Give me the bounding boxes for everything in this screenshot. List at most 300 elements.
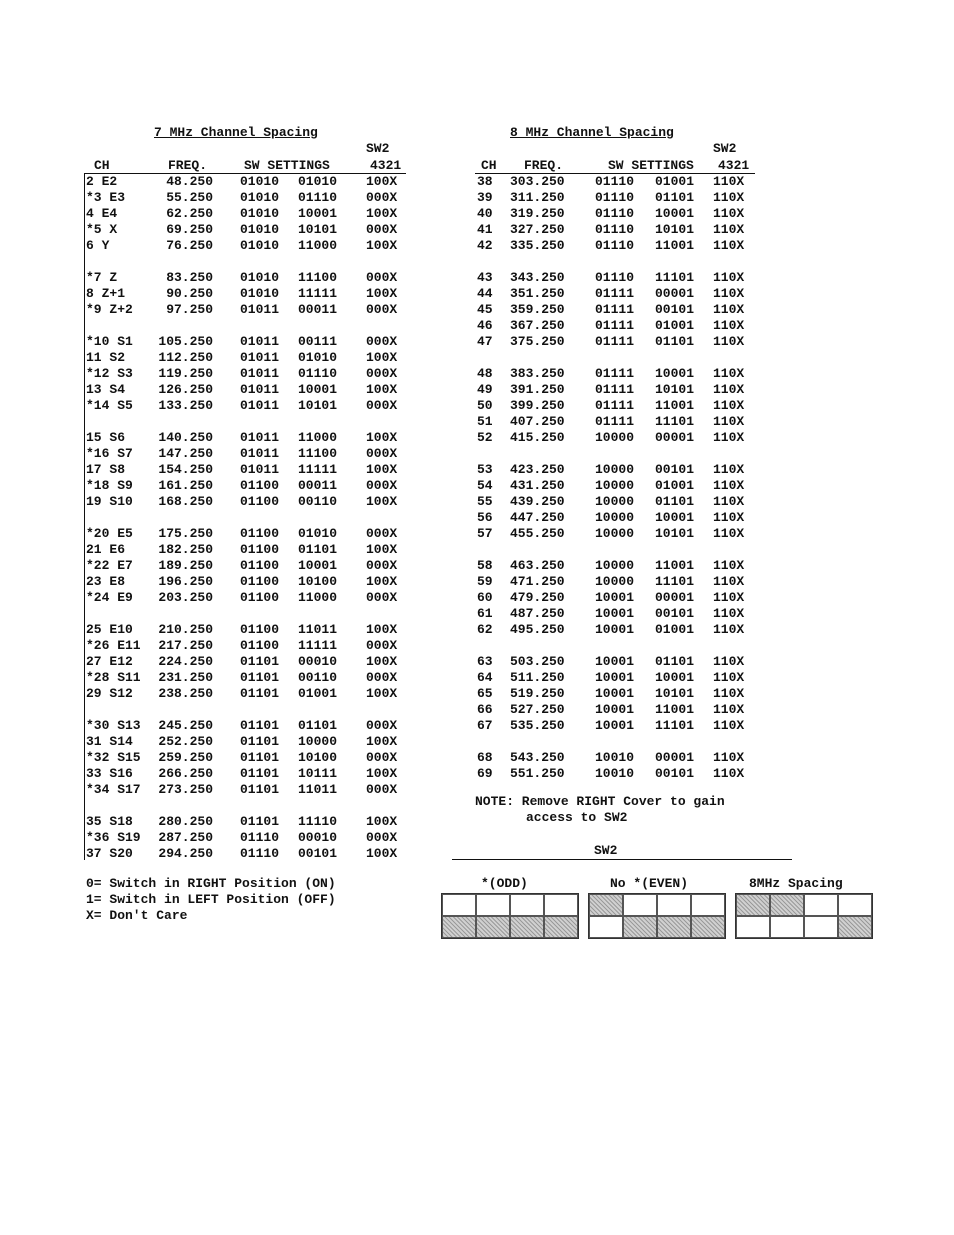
cell-sw-a: 01101 [240, 670, 280, 685]
cell-ch: *24 E9 [86, 590, 133, 605]
legend-one: 1= Switch in LEFT Position (OFF) [86, 892, 336, 907]
cell-ch: 15 S6 [86, 430, 126, 445]
cell-freq: 375.250 [510, 334, 565, 349]
cell-sw-a: 01111 [595, 286, 635, 301]
cell-sw-b: 00101 [655, 302, 695, 317]
dip-cell [544, 894, 578, 916]
dip-cell [476, 916, 510, 938]
cell-freq: 154.250 [158, 462, 213, 477]
cell-freq: 280.250 [158, 814, 213, 829]
cell-sw-b: 11110 [298, 814, 338, 829]
cell-sw2: 110X [713, 222, 745, 237]
cell-sw-a: 01110 [595, 222, 635, 237]
cell-sw2: 100X [366, 622, 398, 637]
cell-freq: 327.250 [510, 222, 565, 237]
cell-freq: 503.250 [510, 654, 565, 669]
cell-freq: 210.250 [158, 622, 213, 637]
cell-ch: *32 S15 [86, 750, 141, 765]
cell-sw-a: 01101 [240, 718, 280, 733]
cell-sw-a: 10000 [595, 558, 635, 573]
dip-cell [657, 916, 691, 938]
cell-ch: *22 E7 [86, 558, 133, 573]
cell-sw-a: 10000 [595, 574, 635, 589]
cell-ch: *5 X [86, 222, 118, 237]
cell-freq: 479.250 [510, 590, 565, 605]
cell-ch: 53 [477, 462, 493, 477]
cell-sw2: 000X [366, 366, 398, 381]
cell-sw-b: 00011 [298, 478, 338, 493]
cell-sw2: 110X [713, 510, 745, 525]
cell-freq: 367.250 [510, 318, 565, 333]
cell-freq: 391.250 [510, 382, 565, 397]
cell-sw-b: 10001 [655, 670, 695, 685]
cell-sw2: 110X [713, 302, 745, 317]
dip-cell [736, 916, 770, 938]
cell-sw-b: 01110 [298, 190, 338, 205]
cell-sw-a: 10000 [595, 478, 635, 493]
cell-sw2: 000X [366, 222, 398, 237]
left-col-sw2: 4321 [370, 158, 402, 173]
cell-freq: 439.250 [510, 494, 565, 509]
cell-freq: 527.250 [510, 702, 565, 717]
cell-sw2: 100X [366, 174, 398, 189]
dip-cell [589, 916, 623, 938]
cell-sw2: 000X [366, 782, 398, 797]
dip-cell [623, 916, 657, 938]
dip-label-even: No *(EVEN) [610, 876, 689, 891]
dip-switch-8mhz [735, 893, 873, 939]
cell-freq: 415.250 [510, 430, 565, 445]
cell-sw2: 100X [366, 494, 398, 509]
left-col-freq: FREQ. [168, 158, 208, 173]
cell-sw-b: 11000 [298, 590, 338, 605]
cell-sw2: 110X [713, 558, 745, 573]
cell-ch: *9 Z+2 [86, 302, 133, 317]
cell-sw-a: 01111 [595, 366, 635, 381]
legend-x: X= Don't Care [86, 908, 188, 923]
cell-ch: *18 S9 [86, 478, 133, 493]
cell-freq: 447.250 [510, 510, 565, 525]
cell-sw-a: 01111 [595, 318, 635, 333]
cell-ch: 42 [477, 238, 493, 253]
cell-sw-a: 01110 [595, 238, 635, 253]
cell-sw2: 000X [366, 526, 398, 541]
cell-sw-b: 11000 [298, 238, 338, 253]
cell-sw2: 100X [366, 766, 398, 781]
cell-ch: 61 [477, 606, 493, 621]
cell-sw2: 110X [713, 366, 745, 381]
cell-sw-b: 11001 [655, 558, 695, 573]
cell-sw2: 110X [713, 494, 745, 509]
cell-sw-a: 01100 [240, 590, 280, 605]
cell-sw-a: 01101 [240, 782, 280, 797]
cell-sw2: 100X [366, 382, 398, 397]
cell-sw2: 110X [713, 526, 745, 541]
cell-sw2: 100X [366, 686, 398, 701]
cell-ch: 41 [477, 222, 493, 237]
cell-freq: 55.250 [166, 190, 213, 205]
cell-sw2: 110X [713, 318, 745, 333]
cell-sw-a: 01101 [240, 734, 280, 749]
cell-ch: 67 [477, 718, 493, 733]
cell-freq: 175.250 [158, 526, 213, 541]
cell-sw-b: 00001 [655, 750, 695, 765]
cell-freq: 351.250 [510, 286, 565, 301]
cell-sw-a: 01101 [240, 654, 280, 669]
dip-cell [691, 894, 725, 916]
dip-cell [476, 894, 510, 916]
cell-ch: *20 E5 [86, 526, 133, 541]
cell-sw-a: 01101 [240, 766, 280, 781]
cell-sw2: 100X [366, 846, 398, 861]
cell-sw-b: 11000 [298, 430, 338, 445]
cell-sw2: 110X [713, 334, 745, 349]
cell-sw-a: 01010 [240, 174, 280, 189]
cell-sw2: 000X [366, 270, 398, 285]
cell-freq: 189.250 [158, 558, 213, 573]
cell-sw2: 110X [713, 206, 745, 221]
cell-sw-a: 10000 [595, 494, 635, 509]
cell-ch: 11 S2 [86, 350, 126, 365]
cell-sw2: 110X [713, 270, 745, 285]
cell-sw-b: 11101 [655, 270, 695, 285]
cell-freq: 294.250 [158, 846, 213, 861]
dip-cell [691, 916, 725, 938]
cell-sw-b: 10101 [655, 686, 695, 701]
left-title: 7 MHz Channel Spacing [154, 125, 318, 140]
cell-sw2: 110X [713, 190, 745, 205]
cell-sw2: 100X [366, 462, 398, 477]
cell-sw-a: 10001 [595, 670, 635, 685]
cell-sw-a: 10000 [595, 510, 635, 525]
cell-ch: 25 E10 [86, 622, 133, 637]
cell-sw2: 000X [366, 670, 398, 685]
cell-freq: 471.250 [510, 574, 565, 589]
cell-ch: *16 S7 [86, 446, 133, 461]
dip-switch-even [588, 893, 726, 939]
cell-sw-a: 10000 [595, 462, 635, 477]
dip-switch-odd [441, 893, 579, 939]
cell-freq: 303.250 [510, 174, 565, 189]
cell-sw-b: 00010 [298, 830, 338, 845]
cell-sw2: 100X [366, 430, 398, 445]
cell-sw-b: 00011 [298, 302, 338, 317]
cell-sw-a: 01101 [240, 686, 280, 701]
cell-sw2: 000X [366, 590, 398, 605]
cell-sw-b: 11100 [298, 270, 338, 285]
cell-freq: 105.250 [158, 334, 213, 349]
dip-cell [442, 916, 476, 938]
cell-sw-a: 01011 [240, 302, 280, 317]
cell-sw-a: 10001 [595, 718, 635, 733]
cell-sw-a: 01011 [240, 382, 280, 397]
cell-sw-a: 01100 [240, 542, 280, 557]
cell-ch: 19 S10 [86, 494, 133, 509]
cell-sw-a: 01100 [240, 526, 280, 541]
cell-sw2: 110X [713, 606, 745, 621]
cell-sw-a: 01111 [595, 398, 635, 413]
cell-sw2: 100X [366, 238, 398, 253]
cell-sw-b: 00101 [655, 766, 695, 781]
cell-sw-a: 01110 [240, 846, 280, 861]
cell-sw-b: 01010 [298, 526, 338, 541]
cell-sw2: 110X [713, 382, 745, 397]
cell-ch: 40 [477, 206, 493, 221]
cell-sw-b: 11011 [298, 782, 338, 797]
cell-freq: 217.250 [158, 638, 213, 653]
cell-freq: 147.250 [158, 446, 213, 461]
cell-sw2: 110X [713, 286, 745, 301]
cell-ch: 64 [477, 670, 493, 685]
cell-sw-b: 00001 [655, 286, 695, 301]
cell-sw2: 110X [713, 654, 745, 669]
cell-sw2: 100X [366, 574, 398, 589]
dip-cell [770, 894, 804, 916]
cell-freq: 431.250 [510, 478, 565, 493]
cell-ch: 35 S18 [86, 814, 133, 829]
cell-sw-b: 10101 [655, 382, 695, 397]
right-title: 8 MHz Channel Spacing [510, 125, 674, 140]
cell-sw-a: 01010 [240, 206, 280, 221]
cell-sw-b: 01001 [298, 686, 338, 701]
cell-sw-b: 00101 [655, 462, 695, 477]
cell-sw-b: 01001 [655, 318, 695, 333]
cell-ch: 69 [477, 766, 493, 781]
cell-freq: 287.250 [158, 830, 213, 845]
cell-freq: 343.250 [510, 270, 565, 285]
cell-freq: 245.250 [158, 718, 213, 733]
cell-sw2: 110X [713, 174, 745, 189]
legend-zero: 0= Switch in RIGHT Position (ON) [86, 876, 336, 891]
cell-sw2: 110X [713, 686, 745, 701]
dip-cell [804, 894, 838, 916]
cell-sw-a: 01011 [240, 462, 280, 477]
right-col-ch: CH [481, 158, 497, 173]
cell-freq: 551.250 [510, 766, 565, 781]
cell-sw-b: 10101 [298, 222, 338, 237]
cell-sw2: 110X [713, 750, 745, 765]
cell-ch: 59 [477, 574, 493, 589]
dip-cell [510, 916, 544, 938]
cell-ch: 33 S16 [86, 766, 133, 781]
cell-freq: 90.250 [166, 286, 213, 301]
cell-sw2: 100X [366, 206, 398, 221]
cell-sw-b: 00001 [655, 430, 695, 445]
cell-sw2: 110X [713, 478, 745, 493]
dip-cell [736, 894, 770, 916]
cell-ch: 52 [477, 430, 493, 445]
cell-sw-b: 10000 [298, 734, 338, 749]
cell-ch: 17 S8 [86, 462, 126, 477]
dip-cell [589, 894, 623, 916]
cell-sw-b: 10001 [298, 382, 338, 397]
cell-sw-a: 01011 [240, 350, 280, 365]
cell-sw-b: 01101 [655, 494, 695, 509]
cell-sw-a: 10001 [595, 702, 635, 717]
cell-ch: *14 S5 [86, 398, 133, 413]
cell-freq: 83.250 [166, 270, 213, 285]
cell-freq: 266.250 [158, 766, 213, 781]
cell-sw2: 110X [713, 702, 745, 717]
cell-freq: 231.250 [158, 670, 213, 685]
cell-freq: 463.250 [510, 558, 565, 573]
cell-sw-a: 01100 [240, 574, 280, 589]
cell-freq: 182.250 [158, 542, 213, 557]
cell-ch: 37 S20 [86, 846, 133, 861]
cell-ch: 31 S14 [86, 734, 133, 749]
cell-sw-b: 11001 [655, 238, 695, 253]
cell-ch: 13 S4 [86, 382, 126, 397]
cell-freq: 259.250 [158, 750, 213, 765]
cell-sw2: 110X [713, 718, 745, 733]
cell-sw-b: 11111 [298, 462, 338, 477]
cell-sw-b: 01001 [655, 622, 695, 637]
cell-ch: 49 [477, 382, 493, 397]
cell-ch: *30 S13 [86, 718, 141, 733]
cell-sw2: 000X [366, 334, 398, 349]
cell-sw-b: 11001 [655, 702, 695, 717]
cell-sw-b: 10100 [298, 574, 338, 589]
cell-freq: 140.250 [158, 430, 213, 445]
cell-sw2: 100X [366, 542, 398, 557]
cell-sw-b: 10111 [298, 766, 338, 781]
cell-sw-a: 01111 [595, 302, 635, 317]
cell-freq: 423.250 [510, 462, 565, 477]
dip-cell [838, 894, 872, 916]
cell-sw-a: 01111 [595, 334, 635, 349]
left-sw2-label: SW2 [366, 141, 390, 156]
cell-sw-a: 01110 [240, 830, 280, 845]
cell-sw-a: 01101 [240, 814, 280, 829]
cell-sw-a: 01111 [595, 382, 635, 397]
cell-ch: 29 S12 [86, 686, 133, 701]
dip-cell [623, 894, 657, 916]
cell-ch: 6 Y [86, 238, 110, 253]
cell-ch: 8 Z+1 [86, 286, 126, 301]
cell-ch: 43 [477, 270, 493, 285]
dip-cell [442, 894, 476, 916]
cell-freq: 252.250 [158, 734, 213, 749]
cell-ch: 57 [477, 526, 493, 541]
cell-ch: 38 [477, 174, 493, 189]
cell-sw2: 000X [366, 718, 398, 733]
cell-freq: 133.250 [158, 398, 213, 413]
cell-ch: 68 [477, 750, 493, 765]
cell-freq: 161.250 [158, 478, 213, 493]
cell-ch: 58 [477, 558, 493, 573]
cell-freq: 399.250 [510, 398, 565, 413]
cell-sw-a: 01011 [240, 334, 280, 349]
cell-freq: 511.250 [510, 670, 565, 685]
cell-sw2: 110X [713, 398, 745, 413]
cell-sw-a: 01110 [595, 206, 635, 221]
sw2-diagram-rule [452, 859, 792, 860]
cell-sw-b: 00001 [655, 590, 695, 605]
cell-ch: *12 S3 [86, 366, 133, 381]
cell-sw-a: 01101 [240, 750, 280, 765]
cell-freq: 311.250 [510, 190, 565, 205]
right-sw2-label: SW2 [713, 141, 737, 156]
cell-sw2: 100X [366, 350, 398, 365]
cell-ch: 21 E6 [86, 542, 126, 557]
cell-sw-b: 10101 [655, 526, 695, 541]
cell-sw-b: 11101 [655, 718, 695, 733]
cell-sw-b: 01010 [298, 350, 338, 365]
cell-sw-b: 10101 [655, 222, 695, 237]
cell-freq: 495.250 [510, 622, 565, 637]
cell-sw-b: 00010 [298, 654, 338, 669]
cell-ch: 39 [477, 190, 493, 205]
dip-cell [838, 916, 872, 938]
cell-sw-b: 11101 [655, 414, 695, 429]
cell-sw-b: 01101 [298, 542, 338, 557]
cell-freq: 335.250 [510, 238, 565, 253]
cell-freq: 62.250 [166, 206, 213, 221]
cell-sw2: 000X [366, 558, 398, 573]
cell-sw2: 100X [366, 814, 398, 829]
right-col-sw2: 4321 [718, 158, 750, 173]
cell-freq: 76.250 [166, 238, 213, 253]
cell-freq: 48.250 [166, 174, 213, 189]
cell-ch: *26 E11 [86, 638, 141, 653]
cell-sw-a: 10010 [595, 766, 635, 781]
cell-sw-a: 10001 [595, 654, 635, 669]
cell-sw2: 000X [366, 398, 398, 413]
cell-ch: 66 [477, 702, 493, 717]
cell-ch: 62 [477, 622, 493, 637]
cell-sw-a: 01011 [240, 430, 280, 445]
cell-ch: 27 E12 [86, 654, 133, 669]
cell-sw2: 110X [713, 574, 745, 589]
cell-sw-b: 00110 [298, 670, 338, 685]
cell-ch: 51 [477, 414, 493, 429]
cell-freq: 273.250 [158, 782, 213, 797]
cell-sw-a: 01110 [595, 270, 635, 285]
cell-ch: *34 S17 [86, 782, 141, 797]
cell-sw-b: 11100 [298, 446, 338, 461]
cell-freq: 203.250 [158, 590, 213, 605]
cell-sw-a: 10000 [595, 526, 635, 541]
cell-freq: 126.250 [158, 382, 213, 397]
cell-ch: 2 E2 [86, 174, 118, 189]
cell-freq: 535.250 [510, 718, 565, 733]
cell-ch: 50 [477, 398, 493, 413]
cell-sw-b: 11001 [655, 398, 695, 413]
cell-sw2: 110X [713, 622, 745, 637]
cell-sw-b: 00101 [655, 606, 695, 621]
cell-sw-a: 01010 [240, 222, 280, 237]
cell-sw-a: 01110 [595, 174, 635, 189]
dip-cell [804, 916, 838, 938]
cell-ch: *3 E3 [86, 190, 126, 205]
cell-sw-a: 01010 [240, 238, 280, 253]
cell-sw2: 000X [366, 478, 398, 493]
cell-sw-a: 10001 [595, 606, 635, 621]
cell-sw-a: 01100 [240, 638, 280, 653]
cell-sw2: 110X [713, 414, 745, 429]
cell-ch: 45 [477, 302, 493, 317]
cell-freq: 359.250 [510, 302, 565, 317]
cell-sw-a: 01010 [240, 190, 280, 205]
cell-sw-b: 00110 [298, 494, 338, 509]
cell-freq: 543.250 [510, 750, 565, 765]
cell-sw2: 000X [366, 190, 398, 205]
cell-freq: 97.250 [166, 302, 213, 317]
cell-sw2: 110X [713, 462, 745, 477]
cell-sw-a: 10010 [595, 750, 635, 765]
cell-sw-a: 10000 [595, 430, 635, 445]
cell-sw-b: 00111 [298, 334, 338, 349]
